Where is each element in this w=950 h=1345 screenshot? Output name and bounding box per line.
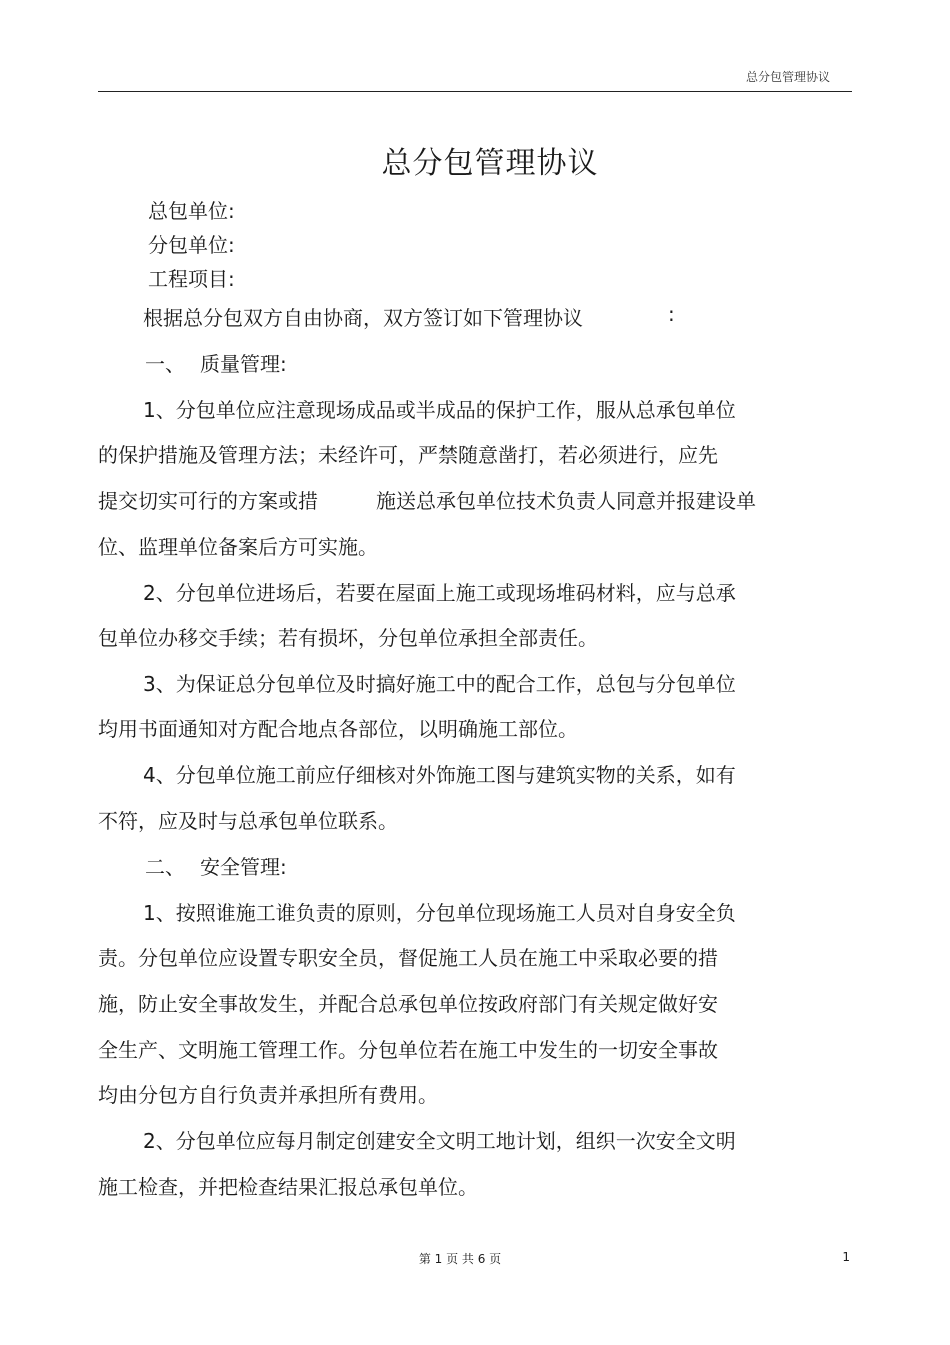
paragraph-line: 施，防止安全事故发生，并配合总承包单位按政府部门有关规定做好安 [98,992,718,1016]
running-header-title: 总分包管理协议 [745,70,830,84]
field-general-contractor: 总包单位: [148,199,235,223]
paragraph-line: 全生产、文明施工管理工作。分包单位若在施工中发生的一切安全事故 [98,1038,718,1062]
paragraph-line: 提交切实可行的方案或措 [98,489,318,513]
document-title: 总分包管理协议 [381,146,599,181]
intro-colon: : [668,302,675,326]
paragraph-line: 位、监理单位备案后方可实施。 [98,535,378,559]
paragraph-line: 1、按照谁施工谁负责的原则，分包单位现场施工人员对自身安全负 [143,901,736,925]
header-divider [98,91,852,92]
paragraph-line: 均用书面通知对方配合地点各部位，以明确施工部位。 [98,717,578,741]
paragraph-line: 责。分包单位应设置专职安全员，督促施工人员在施工中采取必要的措 [98,946,718,970]
paragraph-line: 不符，应及时与总承包单位联系。 [98,809,398,833]
field-project: 工程项目: [148,267,235,291]
paragraph-line: 均由分包方自行负责并承担所有费用。 [98,1083,438,1107]
paragraph-line: 包单位办移交手续；若有损坏，分包单位承担全部责任。 [98,626,598,650]
section-2-heading: 安全管理: [200,855,287,879]
paragraph-line: 施送总承包单位技术负责人同意并报建设单 [376,489,756,513]
section-1-heading: 质量管理: [200,352,287,376]
paragraph-line: 4、分包单位施工前应仔细核对外饰施工图与建筑实物的关系，如有 [143,763,736,787]
paragraph-line: 施工检查，并把检查结果汇报总承包单位。 [98,1175,478,1199]
footer-page-number: 1 [842,1250,850,1264]
paragraph-line: 2、分包单位应每月制定创建安全文明工地计划，组织一次安全文明 [143,1129,736,1153]
section-2-number: 二、 [145,855,185,879]
paragraph-line: 3、为保证总分包单位及时搞好施工中的配合工作，总包与分包单位 [143,672,736,696]
intro-text: 根据总分包双方自由协商，双方签订如下管理协议 [143,306,583,330]
paragraph-line: 的保护措施及管理方法；未经许可，严禁随意凿打，若必须进行，应先 [98,443,718,467]
paragraph-line: 1、分包单位应注意现场成品或半成品的保护工作，服从总承包单位 [143,398,736,422]
footer-page-label: 第 1 页 共 6 页 [418,1252,502,1266]
section-1-number: 一、 [145,352,185,376]
paragraph-line: 2、分包单位进场后，若要在屋面上施工或现场堆码材料，应与总承 [143,581,736,605]
field-subcontractor: 分包单位: [148,233,235,257]
